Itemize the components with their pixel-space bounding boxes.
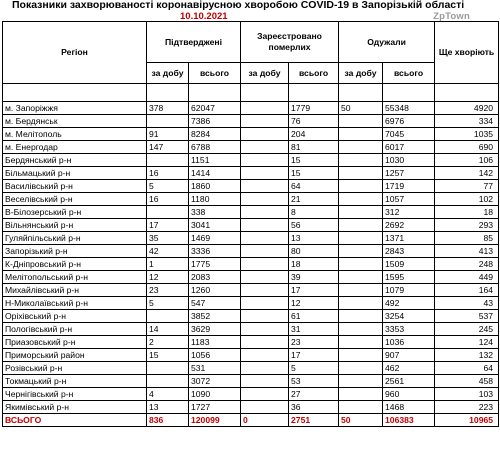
cell-recovered-total: 907: [383, 349, 435, 362]
cell-confirmed-day: 2: [147, 336, 189, 349]
cell-recovered-day: [339, 219, 383, 232]
cell-sick: 77: [435, 180, 499, 193]
table-row: [3, 349, 499, 362]
table-row: [3, 167, 499, 180]
total-row: [3, 414, 499, 427]
cell-sick: 103: [435, 388, 499, 401]
table-row: [3, 154, 499, 167]
cell-deaths-day: [241, 219, 289, 232]
cell-recovered-total: 312: [383, 206, 435, 219]
cell-confirmed-day: 17: [147, 219, 189, 232]
cell-recovered-total: 492: [383, 297, 435, 310]
cell-sick: 124: [435, 336, 499, 349]
table-row: [3, 310, 499, 323]
report-date: 10.10.2021: [180, 11, 228, 22]
table-row: [3, 219, 499, 232]
cell-region: м. Запоріжжя: [3, 102, 147, 115]
cell-sick: 18: [435, 206, 499, 219]
cell-sick: 413: [435, 245, 499, 258]
cell-deaths-total: 39: [289, 271, 339, 284]
cell-confirmed-total: 1860: [189, 180, 241, 193]
cell-region: Веселівський р-н: [3, 193, 147, 206]
cell-recovered-day: [339, 349, 383, 362]
cell-confirmed-day: 35: [147, 232, 189, 245]
cell-confirmed-total: 3336: [189, 245, 241, 258]
cell-region: К-Дніпровський р-н: [3, 258, 147, 271]
total-recovered-day: 50: [339, 414, 383, 427]
table-row: [3, 180, 499, 193]
cell-deaths-total: 53: [289, 375, 339, 388]
cell-confirmed-total: 1469: [189, 232, 241, 245]
cell-deaths-total: 18: [289, 258, 339, 271]
cell-recovered-day: [339, 336, 383, 349]
col-header-confirmed-total: всього: [189, 63, 241, 84]
cell-confirmed-day: [147, 375, 189, 388]
cell-recovered-total: 2692: [383, 219, 435, 232]
cell-recovered-day: [339, 180, 383, 193]
cell-sick: 223: [435, 401, 499, 414]
cell-deaths-day: [241, 349, 289, 362]
cell-recovered-day: [339, 271, 383, 284]
total-confirmed-total: 120099: [189, 414, 241, 427]
page-title: Показники захворюваності коронавірусною хворобою COVID-19 в Запорізькій області: [12, 0, 465, 11]
total-recovered-total: 106383: [383, 414, 435, 427]
table-row: [3, 284, 499, 297]
cell-region: м. Енергодар: [3, 141, 147, 154]
cell-deaths-day: [241, 180, 289, 193]
header-row-1: [3, 22, 499, 63]
cell-confirmed-day: [147, 206, 189, 219]
cell-recovered-total: 1595: [383, 271, 435, 284]
cell-deaths-day: [241, 102, 289, 115]
cell-deaths-day: [241, 141, 289, 154]
cell-region: Розівський р-н: [3, 362, 147, 375]
cell-deaths-total: 17: [289, 349, 339, 362]
table-row: [3, 401, 499, 414]
cell-confirmed-total: 1727: [189, 401, 241, 414]
table-row: [3, 388, 499, 401]
col-header-recovered-total: всього: [383, 63, 435, 84]
cell-confirmed-total: 3852: [189, 310, 241, 323]
cell-region: Гуляйпільський р-н: [3, 232, 147, 245]
cell-confirmed-day: 42: [147, 245, 189, 258]
cell-deaths-day: [241, 154, 289, 167]
table-row: [3, 258, 499, 271]
cell-recovered-day: [339, 154, 383, 167]
cell-confirmed-day: 91: [147, 128, 189, 141]
cell-deaths-total: 27: [289, 388, 339, 401]
cell-recovered-total: 3353: [383, 323, 435, 336]
table-row: [3, 193, 499, 206]
cell-deaths-day: [241, 271, 289, 284]
cell-confirmed-total: 1056: [189, 349, 241, 362]
table-row: [3, 362, 499, 375]
table-row: [3, 297, 499, 310]
cell-region: Вільнянський р-н: [3, 219, 147, 232]
cell-recovered-total: 3254: [383, 310, 435, 323]
cell-confirmed-total: 3072: [189, 375, 241, 388]
cell-sick: 85: [435, 232, 499, 245]
cell-deaths-total: 23: [289, 336, 339, 349]
cell-recovered-day: [339, 401, 383, 414]
cell-confirmed-day: [147, 154, 189, 167]
cell-sick: 64: [435, 362, 499, 375]
cell-deaths-day: [241, 284, 289, 297]
watermark-logo: ZpTown: [433, 11, 470, 22]
cell-region: Пологівський р-н: [3, 323, 147, 336]
cell-sick: 449: [435, 271, 499, 284]
cell-deaths-total: 80: [289, 245, 339, 258]
cell-sick: 293: [435, 219, 499, 232]
cell-deaths-day: [241, 167, 289, 180]
cell-recovered-total: 1030: [383, 154, 435, 167]
cell-deaths-day: [241, 401, 289, 414]
cell-deaths-day: [241, 115, 289, 128]
col-header-deaths-total: всього: [289, 63, 339, 84]
cell-recovered-day: [339, 258, 383, 271]
col-header-recovered: Одужали: [339, 22, 435, 63]
cell-confirmed-total: 2083: [189, 271, 241, 284]
cell-region: Запорізький р-н: [3, 245, 147, 258]
cell-deaths-total: 5: [289, 362, 339, 375]
cell-sick: 132: [435, 349, 499, 362]
cell-confirmed-total: 1180: [189, 193, 241, 206]
cell-confirmed-total: 1183: [189, 336, 241, 349]
cell-recovered-day: [339, 375, 383, 388]
cell-recovered-day: [339, 128, 383, 141]
cell-confirmed-total: 3629: [189, 323, 241, 336]
cell-deaths-total: 64: [289, 180, 339, 193]
cell-sick: 164: [435, 284, 499, 297]
cell-confirmed-total: 547: [189, 297, 241, 310]
cell-confirmed-day: 16: [147, 193, 189, 206]
cell-confirmed-day: 4: [147, 388, 189, 401]
cell-recovered-total: 462: [383, 362, 435, 375]
cell-recovered-day: [339, 284, 383, 297]
cell-deaths-day: [241, 206, 289, 219]
cell-region: В-Білозерський р-н: [3, 206, 147, 219]
cell-recovered-day: [339, 388, 383, 401]
cell-recovered-day: [339, 115, 383, 128]
cell-recovered-day: [339, 362, 383, 375]
cell-region: Приморський район: [3, 349, 147, 362]
total-label: ВСЬОГО: [3, 414, 147, 427]
cell-confirmed-total: 3041: [189, 219, 241, 232]
cell-deaths-day: [241, 232, 289, 245]
cell-region: м. Мелітополь: [3, 128, 147, 141]
cell-confirmed-day: 5: [147, 180, 189, 193]
cell-recovered-day: [339, 323, 383, 336]
cell-recovered-total: 6017: [383, 141, 435, 154]
cell-confirmed-day: 13: [147, 401, 189, 414]
cell-recovered-total: 1719: [383, 180, 435, 193]
cell-deaths-total: 31: [289, 323, 339, 336]
total-deaths-total: 2751: [289, 414, 339, 427]
cell-deaths-day: [241, 323, 289, 336]
cell-confirmed-total: 1775: [189, 258, 241, 271]
table-row: [3, 128, 499, 141]
cell-deaths-day: [241, 258, 289, 271]
cell-confirmed-total: 1151: [189, 154, 241, 167]
cell-recovered-day: [339, 232, 383, 245]
cell-region: Токмацький р-н: [3, 375, 147, 388]
cell-confirmed-total: 1414: [189, 167, 241, 180]
cell-sick: 142: [435, 167, 499, 180]
table-row: [3, 245, 499, 258]
cell-sick: 245: [435, 323, 499, 336]
cell-deaths-total: 81: [289, 141, 339, 154]
cell-deaths-total: 12: [289, 297, 339, 310]
cell-deaths-day: [241, 375, 289, 388]
table-row: [3, 323, 499, 336]
cell-recovered-total: 1509: [383, 258, 435, 271]
cell-recovered-total: 1257: [383, 167, 435, 180]
cell-recovered-day: [339, 141, 383, 154]
title-row: [0, 0, 500, 11]
cell-recovered-total: 55348: [383, 102, 435, 115]
cell-confirmed-day: 23: [147, 284, 189, 297]
cell-recovered-day: [339, 310, 383, 323]
cell-deaths-total: 1779: [289, 102, 339, 115]
total-deaths-day: 0: [241, 414, 289, 427]
table-row: [3, 232, 499, 245]
cell-confirmed-total: 8284: [189, 128, 241, 141]
cell-recovered-total: 1057: [383, 193, 435, 206]
cell-recovered-total: 1079: [383, 284, 435, 297]
cell-deaths-total: 36: [289, 401, 339, 414]
cell-recovered-total: 1036: [383, 336, 435, 349]
col-header-deaths: Зареєстровано померлих: [241, 22, 339, 63]
cell-deaths-day: [241, 193, 289, 206]
cell-deaths-day: [241, 310, 289, 323]
cell-sick: 43: [435, 297, 499, 310]
table-row: [3, 375, 499, 388]
cell-confirmed-day: 16: [147, 167, 189, 180]
cell-confirmed-day: 12: [147, 271, 189, 284]
cell-confirmed-day: 1: [147, 258, 189, 271]
cell-confirmed-total: 7386: [189, 115, 241, 128]
cell-region: Якимівський р-н: [3, 401, 147, 414]
cell-deaths-total: 15: [289, 167, 339, 180]
cell-deaths-day: [241, 128, 289, 141]
cell-confirmed-day: 147: [147, 141, 189, 154]
cell-deaths-total: 13: [289, 232, 339, 245]
cell-deaths-day: [241, 388, 289, 401]
cell-sick: 1035: [435, 128, 499, 141]
table-row: [3, 102, 499, 115]
cell-recovered-day: [339, 297, 383, 310]
col-header-deaths-day: за добу: [241, 63, 289, 84]
cell-recovered-day: [339, 206, 383, 219]
col-header-region: Регіон: [3, 22, 147, 84]
spacer-row: [3, 84, 499, 102]
cell-confirmed-total: 62047: [189, 102, 241, 115]
cell-confirmed-day: 15: [147, 349, 189, 362]
cell-sick: 106: [435, 154, 499, 167]
cell-confirmed-total: 1090: [189, 388, 241, 401]
cell-deaths-day: [241, 245, 289, 258]
cell-sick: 4920: [435, 102, 499, 115]
col-header-confirmed: Підтверджені: [147, 22, 241, 63]
cell-recovered-total: 1468: [383, 401, 435, 414]
cell-confirmed-total: 338: [189, 206, 241, 219]
col-header-sick: Ще хворіють: [435, 22, 499, 84]
cell-region: Мелітопольський р-н: [3, 271, 147, 284]
cell-confirmed-total: 1260: [189, 284, 241, 297]
cell-deaths-total: 61: [289, 310, 339, 323]
cell-confirmed-day: 14: [147, 323, 189, 336]
cell-recovered-day: [339, 193, 383, 206]
total-sick: 10965: [435, 414, 499, 427]
cell-deaths-total: 17: [289, 284, 339, 297]
cell-recovered-day: 50: [339, 102, 383, 115]
cell-deaths-total: 15: [289, 154, 339, 167]
table-row: [3, 115, 499, 128]
table-row: [3, 271, 499, 284]
cell-recovered-total: 1371: [383, 232, 435, 245]
table-row: [3, 141, 499, 154]
cell-recovered-total: 2561: [383, 375, 435, 388]
cell-confirmed-day: [147, 362, 189, 375]
cell-sick: 248: [435, 258, 499, 271]
col-header-recovered-day: за добу: [339, 63, 383, 84]
cell-confirmed-total: 6788: [189, 141, 241, 154]
cell-region: Н-Миколаївський р-н: [3, 297, 147, 310]
cell-region: Чернігівський р-н: [3, 388, 147, 401]
cell-confirmed-day: 378: [147, 102, 189, 115]
table-body: [3, 102, 499, 414]
cell-recovered-day: [339, 245, 383, 258]
cell-region: м. Бердянськ: [3, 115, 147, 128]
cell-deaths-day: [241, 336, 289, 349]
cell-deaths-total: 76: [289, 115, 339, 128]
cell-deaths-day: [241, 297, 289, 310]
cell-deaths-total: 8: [289, 206, 339, 219]
cell-sick: 690: [435, 141, 499, 154]
cell-recovered-total: 7045: [383, 128, 435, 141]
cell-confirmed-total: 531: [189, 362, 241, 375]
cell-region: Василівський р-н: [3, 180, 147, 193]
col-header-confirmed-day: за добу: [147, 63, 189, 84]
cell-sick: 458: [435, 375, 499, 388]
cell-recovered-total: 6976: [383, 115, 435, 128]
cell-region: Приазовський р-н: [3, 336, 147, 349]
cell-deaths-total: 21: [289, 193, 339, 206]
cell-deaths-total: 204: [289, 128, 339, 141]
cell-confirmed-day: [147, 115, 189, 128]
cell-confirmed-day: 5: [147, 297, 189, 310]
cell-region: Більмацький р-н: [3, 167, 147, 180]
cell-deaths-day: [241, 362, 289, 375]
cell-sick: 102: [435, 193, 499, 206]
cell-recovered-total: 960: [383, 388, 435, 401]
cell-sick: 334: [435, 115, 499, 128]
covid-table: [2, 21, 499, 427]
cell-region: Оріхівський р-н: [3, 310, 147, 323]
cell-region: Михайлівський р-н: [3, 284, 147, 297]
cell-sick: 537: [435, 310, 499, 323]
table-row: [3, 336, 499, 349]
table-row: [3, 206, 499, 219]
total-confirmed-day: 836: [147, 414, 189, 427]
cell-recovered-day: [339, 167, 383, 180]
cell-recovered-total: 2843: [383, 245, 435, 258]
cell-deaths-total: 56: [289, 219, 339, 232]
cell-confirmed-day: [147, 310, 189, 323]
cell-region: Бердянський р-н: [3, 154, 147, 167]
